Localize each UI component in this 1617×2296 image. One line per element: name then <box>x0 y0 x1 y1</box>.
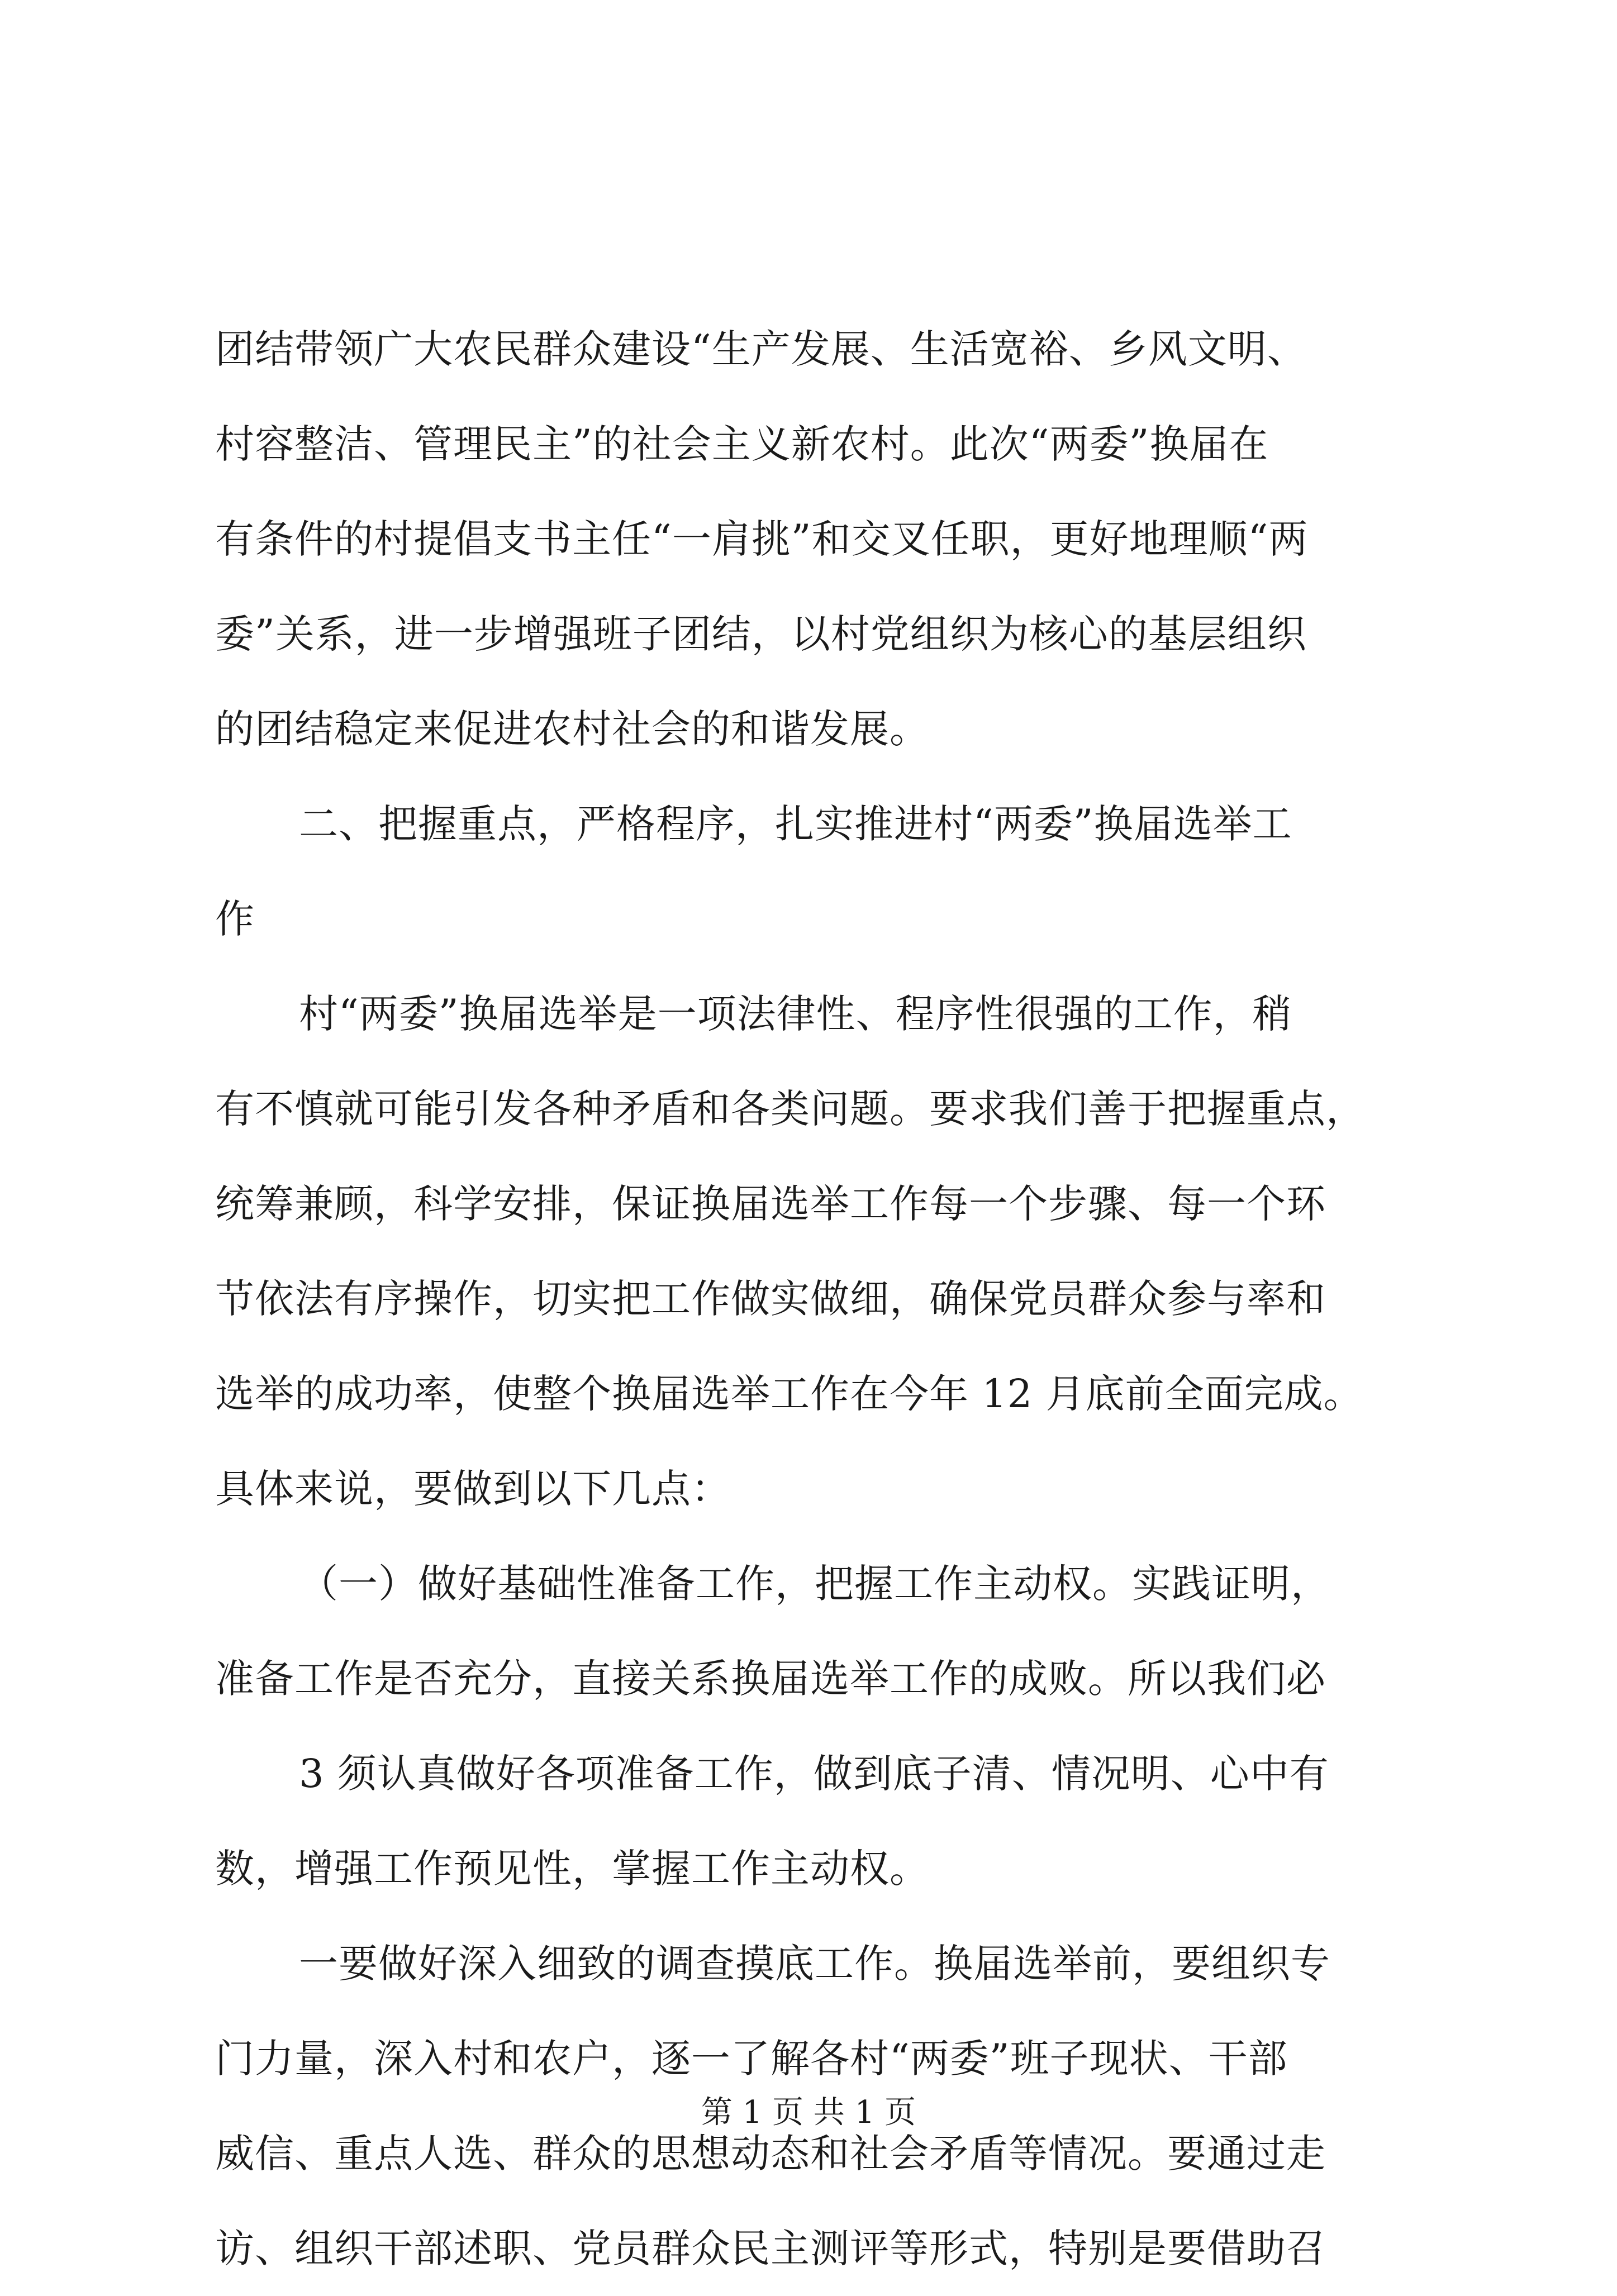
text-line: 二、把握重点，严格程序，扎实推进村“两委”换届选举工 <box>299 801 1292 847</box>
page-footer: 第 1 页 共 1 页 <box>701 2094 916 2131</box>
text-line: 威信、重点人选、群众的思想动态和社会矛盾等情况。要通过走 <box>215 2131 1326 2176</box>
text-line: 村容整洁、管理民主”的社会主义新农村。此次“两委”换届在 <box>215 421 1269 467</box>
document-body <box>215 302 1416 2296</box>
text-line: 的团结稳定来促进农村社会的和谐发展。 <box>215 706 929 752</box>
text-line: 有条件的村提倡支书主任“一肩挑”和交叉任职，更好地理顺“两 <box>215 516 1309 562</box>
text-line: （一）做好基础性准备工作，把握工作主动权。实践证明， <box>299 1561 1330 1607</box>
text-line: 访、组织干部述职、党员群众民主测评等形式，特别是要借助召 <box>215 2226 1326 2271</box>
text-line: 节依法有序操作，切实把工作做实做细，确保党员群众参与率和 <box>215 1276 1326 1322</box>
text-line: 数，增强工作预见性，掌握工作主动权。 <box>215 1846 929 1892</box>
text-line: 统筹兼顾，科学安排，保证换届选举工作每一个步骤、每一个环 <box>215 1181 1326 1227</box>
text-line: 3 须认真做好各项准备工作，做到底子清、情况明、心中有 <box>299 1751 1329 1797</box>
text-line: 有不慎就可能引发各种矛盾和各类问题。要求我们善于把握重点， <box>215 1086 1366 1132</box>
text-line: 选举的成功率，使整个换届选举工作在今年 12 月底前全面完成。 <box>215 1371 1363 1417</box>
text-line: 具体来说，要做到以下几点： <box>215 1466 731 1512</box>
text-line: 村“两委”换届选举是一项法律性、程序性很强的工作，稍 <box>299 991 1292 1037</box>
text-line: 作 <box>215 896 255 942</box>
text-line: 准备工作是否充分，直接关系换届选举工作的成败。所以我们必 <box>215 1656 1326 1702</box>
text-line: 一要做好深入细致的调查摸底工作。换届选举前，要组织专 <box>299 1941 1330 1987</box>
text-line: 门力量，深入村和农户，逐一了解各村“两委”班子现状、干部 <box>215 2036 1288 2081</box>
text-line: 团结带领广大农民群众建设“生产发展、生活宽裕、乡风文明、 <box>215 326 1307 372</box>
text-line: 委”关系，进一步增强班子团结，以村党组织为核心的基层组织 <box>215 611 1307 657</box>
